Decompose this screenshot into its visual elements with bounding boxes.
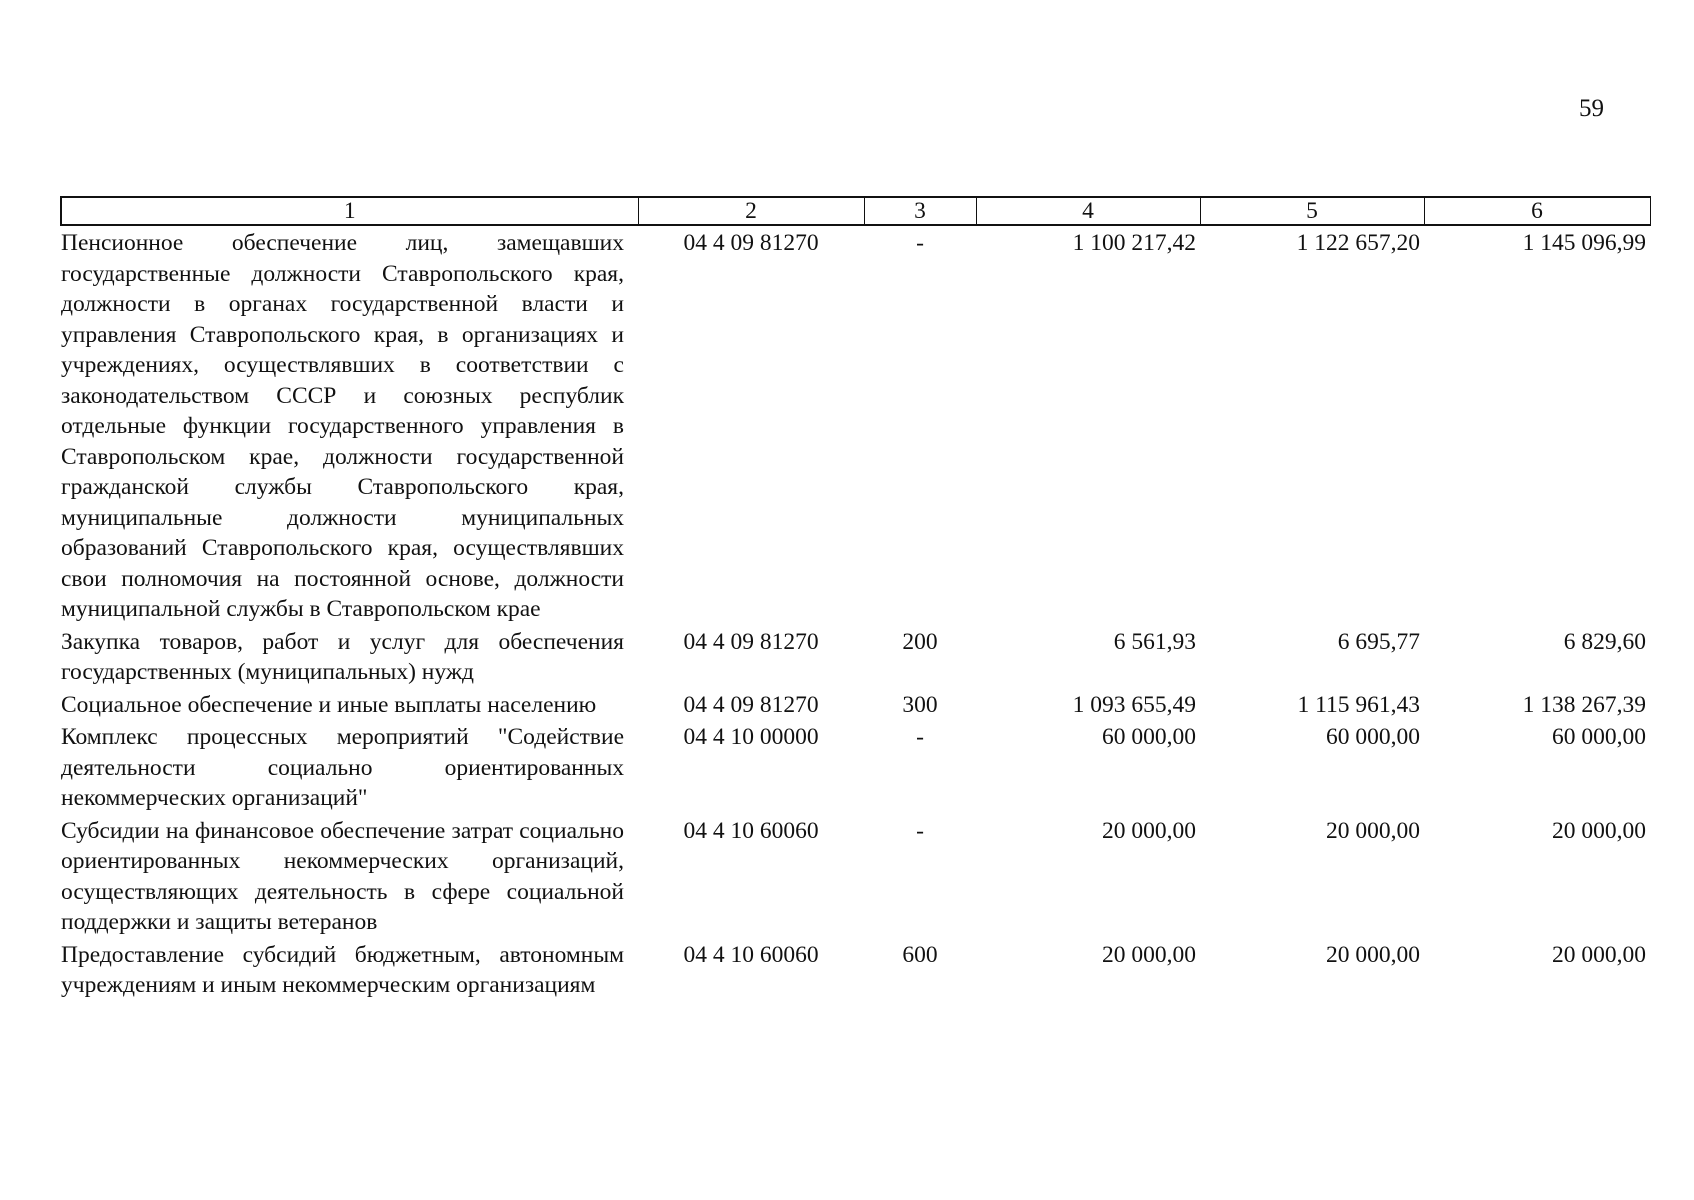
row-value-5: 20 000,00 [1326,817,1420,844]
column-header-1: 1 [61,197,638,225]
row-kind: 200 [902,628,938,655]
row-kind: - [916,230,924,256]
row-value-5: 1 115 961,43 [1297,691,1420,718]
row-value-6: 20 000,00 [1552,817,1646,844]
page-number: 59 [1579,95,1604,122]
row-value-4: 1 100 217,42 [1072,230,1196,256]
row-value-5: 6 695,77 [1337,628,1420,655]
row-value-4: 1 093 655,49 [1072,691,1196,718]
table-row [61,225,1650,625]
row-code: 04 4 09 81270 [683,691,819,718]
row-code: 04 4 10 60060 [683,941,819,968]
row-kind: 300 [902,691,938,718]
row-value-6: 1 138 267,39 [1522,691,1646,718]
row-value-6: 20 000,00 [1552,941,1646,968]
row-code: 04 4 10 60060 [683,817,819,844]
budget-table [60,196,1651,1001]
column-header-3: 3 [864,197,976,225]
row-name: Предоставление субсидий бюджетным, автономным учреждениям и иным некоммерческим организациям [61,941,624,998]
row-value-4: 20 000,00 [1102,817,1196,844]
row-code: 04 4 09 81270 [683,628,819,655]
table-row [61,720,1650,814]
row-name: Закупка товаров, работ и услуг для обеспечения государственных (муниципальных) нужд [61,628,624,685]
row-value-4: 60 000,00 [1102,724,1196,750]
row-name: Социальное обеспечение и иные выплаты населению [61,691,597,718]
row-code: 04 4 10 00000 [683,724,819,750]
column-header-4: 4 [976,197,1200,225]
row-kind: - [916,817,924,844]
row-value-6: 60 000,00 [1552,724,1646,750]
table-row [61,938,1650,1001]
row-name: Субсидии на финансовое обеспечение затрат социально ориентированных некоммерческих организаций, осуществляющих деятельность в сфере социальной поддержки и защиты ветеранов [61,817,624,935]
table-row [61,688,1650,721]
table-row [61,625,1650,688]
row-value-5: 1 122 657,20 [1296,230,1420,256]
row-kind: - [916,724,924,750]
column-header-6: 6 [1424,197,1650,225]
column-header-5: 5 [1200,197,1424,225]
row-code: 04 4 09 81270 [683,230,819,256]
row-value-5: 60 000,00 [1326,724,1420,750]
table-row [61,814,1650,938]
row-name: Пенсионное обеспечение лиц, замещавших государственные должности Ставропольского края, должности в органах государственной власти и управления Ставропольского края, в организациях и учреждениях, осуществлявших в соответствии с законодательством СССР и союзных республик отдельные функции государственного управления в Ставропольском крае, должности государственной гражданской службы Ставропольского края, муниципальные должности муниципальных образований Ставропольского края, осуществлявших свои полномочия на постоянной основе, должности муниципальной службы в Ставропольском крае [61,230,624,622]
row-value-6: 6 829,60 [1563,628,1646,655]
row-kind: 600 [902,941,938,968]
row-value-5: 20 000,00 [1326,941,1420,968]
row-value-4: 20 000,00 [1102,941,1196,968]
column-header-2: 2 [638,197,864,225]
table-header-row [61,197,1650,225]
row-name: Комплекс процессных мероприятий "Содействие деятельности социально ориентированных некоммерческих организаций" [61,724,624,811]
row-value-6: 1 145 096,99 [1522,230,1646,256]
row-value-4: 6 561,93 [1113,628,1196,655]
